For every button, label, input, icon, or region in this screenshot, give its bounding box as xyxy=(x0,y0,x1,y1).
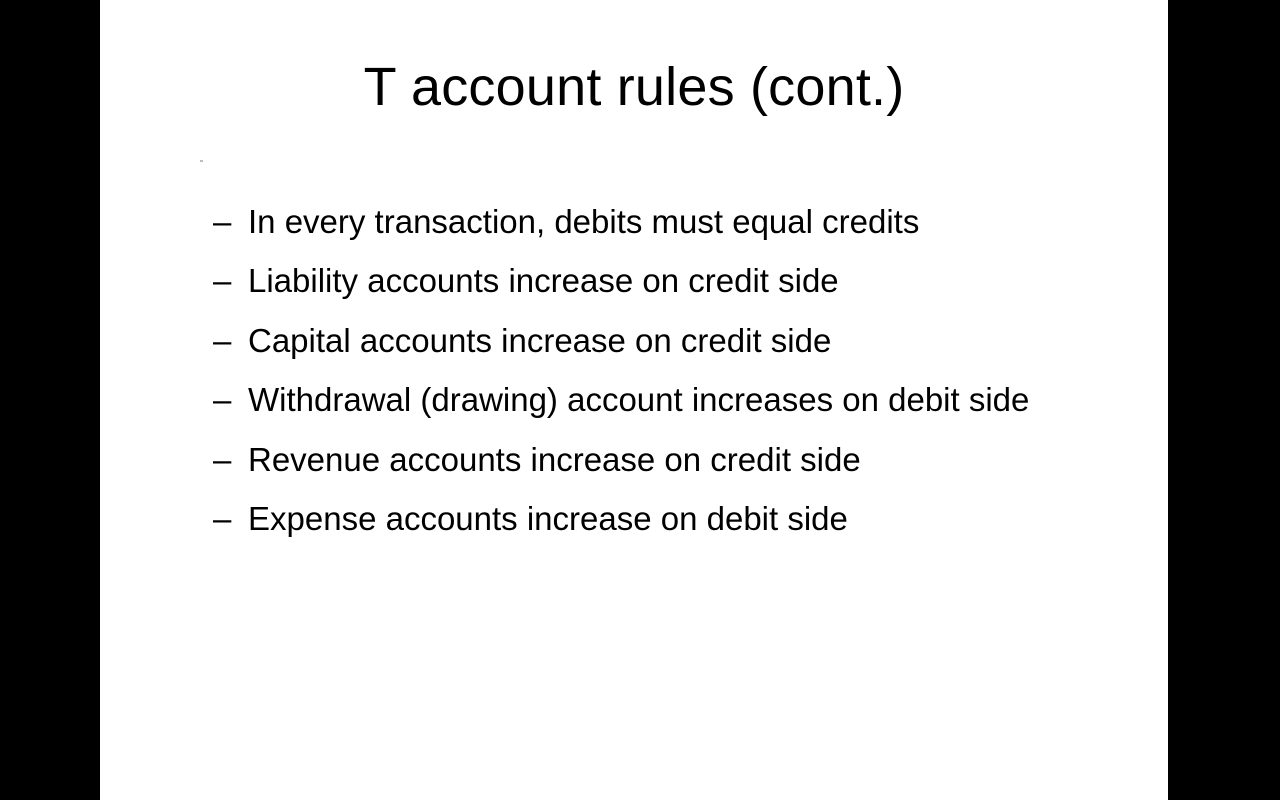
list-item xyxy=(213,430,1113,489)
list-item xyxy=(213,251,1113,310)
list-item-label: In every transaction, debits must equal credits xyxy=(248,203,920,240)
bullet-dash-icon: – xyxy=(213,262,232,300)
list-item-label: Revenue accounts increase on credit side xyxy=(248,440,861,478)
bullet-dash-icon: – xyxy=(213,203,232,240)
list-item xyxy=(213,370,1113,429)
list-item-label: Liability accounts increase on credit side xyxy=(248,262,839,300)
bullet-list xyxy=(213,192,1113,548)
slide-edge-mark xyxy=(200,160,203,162)
list-item-label: Withdrawal (drawing) account increases on debit side xyxy=(248,381,1030,419)
bullet-dash-icon: – xyxy=(213,381,232,419)
list-item xyxy=(213,192,1113,251)
list-item xyxy=(213,311,1113,370)
bullet-dash-icon: – xyxy=(213,321,232,359)
list-item-label: Capital accounts increase on credit side xyxy=(248,321,832,359)
page-title: T account rules (cont.) xyxy=(363,57,905,117)
bullet-dash-icon: – xyxy=(213,499,232,537)
list-item-label: Expense accounts increase on debit side xyxy=(248,499,848,537)
bullet-dash-icon: – xyxy=(213,440,232,478)
list-item xyxy=(213,489,1113,548)
slide-canvas xyxy=(100,0,1168,800)
